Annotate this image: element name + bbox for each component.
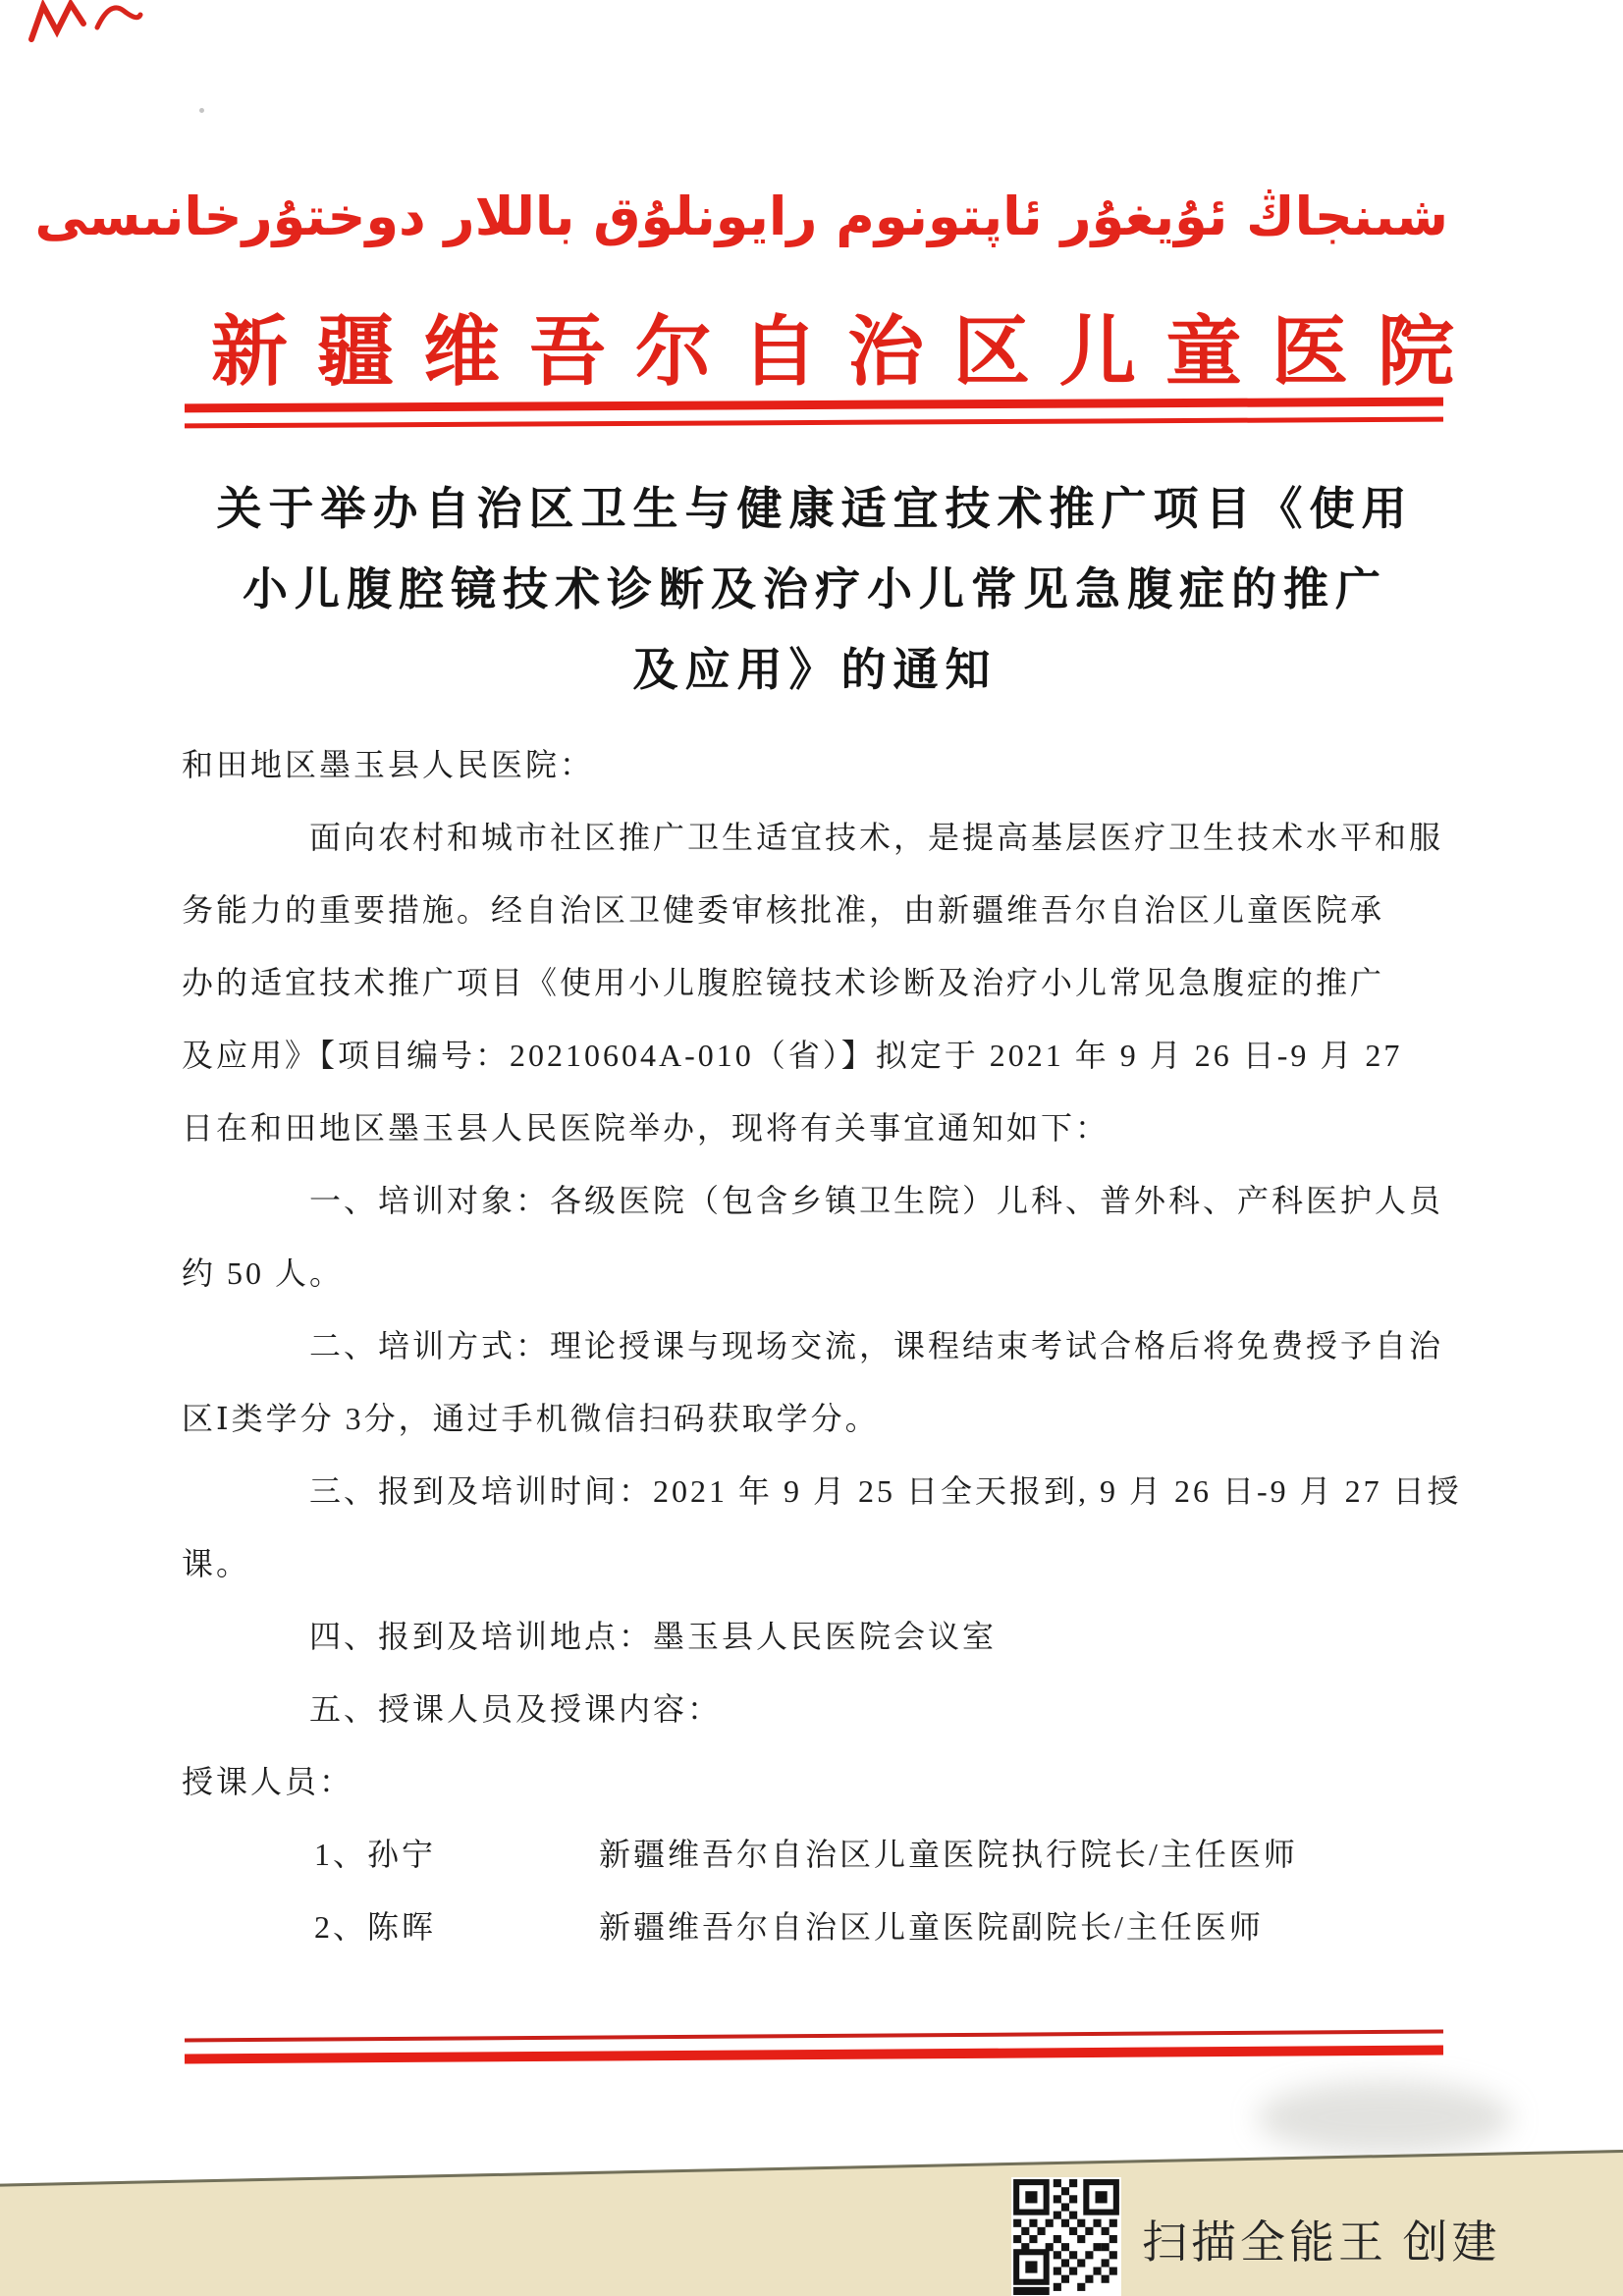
hospital-name-chinese: 新疆维吾尔自治区儿童医院 xyxy=(211,309,1485,395)
salutation: 和田地区墨玉县人民医院： xyxy=(182,747,595,782)
lecturer-name: 2、陈晖 xyxy=(314,1909,437,1945)
body-line: 约 50 人。 xyxy=(182,1255,345,1291)
footer-rule-thick xyxy=(185,2046,1443,2064)
body-line: 面向农村和城市社区推广卫生适宜技术，是提高基层医疗卫生技术水平和服 xyxy=(309,820,1444,855)
body-line: 一、培训对象：各级医院（包含乡镇卫生院）儿科、普外科、产科医护人员 xyxy=(309,1183,1444,1218)
body-line: 区Ⅰ类学分 3分，通过手机微信扫码获取学分。 xyxy=(182,1401,880,1436)
lecturer-title: 新疆维吾尔自治区儿童医院副院长/主任医师 xyxy=(599,1909,1264,1945)
letterhead-rule-thin xyxy=(185,417,1443,429)
scanner-shadow xyxy=(1257,2081,1512,2155)
hospital-name-uyghur: شىنجاڭ ئۇيغۇر ئاپتونوم رايونلۇق باللار دوختۇرخانىسى xyxy=(34,186,1448,247)
lecturer-row xyxy=(182,1818,1458,1891)
scan-app-caption: 扫描全能王 创建 xyxy=(1142,2217,1501,2268)
notice-title-line: 小儿腹腔镜技术诊断及治疗小儿常见急腹症的推广 xyxy=(243,564,1387,614)
notice-title-line: 关于举办自治区卫生与健康适宜技术推广项目《使用 xyxy=(216,484,1414,534)
body-line: 四、报到及培训地点：墨玉县人民医院会议室 xyxy=(309,1619,998,1654)
lecturer-name: 1、孙宁 xyxy=(314,1837,437,1872)
notice-title xyxy=(182,469,1448,711)
lecturer-title: 新疆维吾尔自治区儿童医院执行院长/主任医师 xyxy=(599,1837,1298,1872)
red-scan-artifact xyxy=(27,0,88,43)
body-line: 日在和田地区墨玉县人民医院举办，现将有关事宜通知如下： xyxy=(182,1110,1110,1146)
lecturers-label: 授课人员： xyxy=(182,1764,354,1799)
scan-speckle xyxy=(199,108,204,113)
body-line: 三、报到及培训时间：2021 年 9 月 25 日全天报到, 9 月 26 日-9 月 27 日授 xyxy=(309,1473,1462,1509)
body-line: 办的适宜技术推广项目《使用小儿腹腔镜技术诊断及治疗小儿常见急腹症的推广 xyxy=(182,965,1385,1000)
lecturer-row xyxy=(182,1891,1458,1963)
body-line: 务能力的重要措施。经自治区卫健委审核批准，由新疆维吾尔自治区儿童医院承 xyxy=(182,892,1385,928)
body-line: 课。 xyxy=(182,1546,251,1581)
body-line: 五、授课人员及授课内容： xyxy=(309,1691,723,1727)
notice-body xyxy=(182,728,1462,1963)
qr-code-icon xyxy=(1011,2177,1121,2296)
body-line: 二、培训方式：理论授课与现场交流，课程结束考试合格后将免费授予自治 xyxy=(309,1328,1444,1363)
notice-title-line: 及应用》的通知 xyxy=(632,645,998,695)
body-line: 及应用》【项目编号：20210604A-010（省）】拟定于 2021 年 9 月 26 日-9 月 27 xyxy=(182,1038,1403,1073)
footer-rule-thin xyxy=(185,2030,1443,2043)
red-scan-artifact xyxy=(94,0,143,33)
